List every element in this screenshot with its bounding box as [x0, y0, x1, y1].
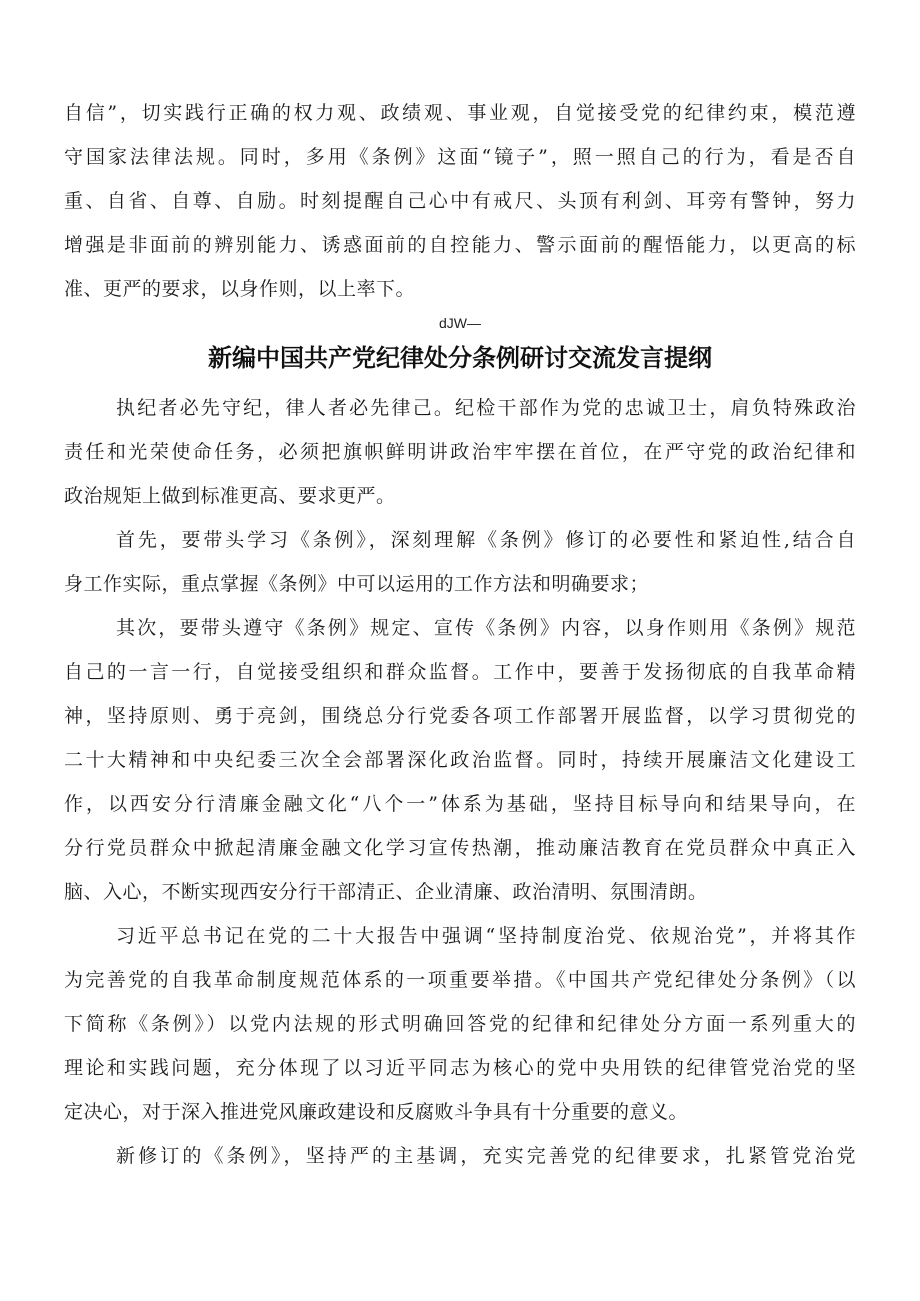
body-line: 身工作实际，重点掌握《条例》中可以运用的工作方法和明确要求；: [64, 573, 650, 595]
body-line: 二十大精神和中央纪委三次全会部署深化政治监督。同时，持续开展廉洁文化建设工: [64, 749, 856, 771]
body-line: 定决心，对于深入推进党风廉政建设和反腐败斗争具有十分重要的意义。: [64, 1101, 689, 1123]
body-line: 习近平总书记在党的二十大报告中强调“坚持制度治党、依规治党”，并将其作: [116, 925, 856, 947]
body-line: 执纪者必先守纪，律人者必先律己。纪检干部作为党的忠诚卫士，肩负特殊政治: [116, 397, 856, 419]
body-line: 新修订的《条例》，坚持严的主基调，充实完善党的纪律要求，扎紧管党治党: [116, 1145, 856, 1167]
body-line: 分行党员群众中掀起清廉金融文化学习宣传热潮，推动廉洁教育在党员群众中真正入: [64, 837, 856, 859]
section-marker: dJW—: [439, 315, 481, 331]
body-line: 作，以西安分行清廉金融文化“八个一”体系为基础，坚持目标导向和结果导向，在: [64, 793, 856, 815]
body-line: 脑、入心，不断实现西安分行干部清正、企业清廉、政治清明、氛围清朗。: [64, 881, 708, 903]
body-line: 自己的一言一行，自觉接受组织和群众监督。工作中，要善于发扬彻底的自我革命精: [64, 661, 856, 683]
body-line: 其次，要带头遵守《条例》规定、宣传《条例》内容，以身作则用《条例》规范: [116, 617, 856, 639]
body-line: 守国家法律法规。同时，多用《条例》这面“镜子”，照一照自己的行为，看是否自: [64, 146, 856, 168]
body-line: 增强是非面前的辨别能力、诱惑面前的自控能力、警示面前的醒悟能力，以更高的标: [64, 234, 856, 256]
body-line: 理论和实践问题，充分体现了以习近平同志为核心的党中央用铁的纪律管党治党的坚: [64, 1057, 856, 1079]
body-line: 下简称《条例》）以党内法规的形式明确回答党的纪律和纪律处分方面一系列重大的: [64, 1013, 856, 1035]
body-line: 自信”，切实践行正确的权力观、政绩观、事业观，自觉接受党的纪律约束，模范遵: [64, 102, 856, 124]
body-line: 政治规矩上做到标准更高、要求更严。: [64, 485, 396, 507]
document-title: 新编中国共产党纪律处分条例研讨交流发言提纲: [208, 344, 712, 372]
body-line: 首先，要带头学习《条例》，深刻理解《条例》修订的必要性和紧迫性,结合自: [116, 529, 856, 551]
body-line: 为完善党的自我革命制度规范体系的一项重要举措。《中国共产党纪律处分条例》（以: [64, 969, 856, 991]
body-line: 责任和光荣使命任务，必须把旗帜鲜明讲政治牢牢摆在首位，在严守党的政治纪律和: [64, 441, 856, 463]
body-line: 准、更严的要求，以身作则，以上率下。: [64, 278, 416, 300]
body-line: 重、自省、自尊、自励。时刻提醒自己心中有戒尺、头顶有利剑、耳旁有警钟，努力: [64, 190, 856, 212]
body-line: 神，坚持原则、勇于亮剑，围绕总分行党委各项工作部署开展监督，以学习贯彻党的: [64, 705, 856, 727]
